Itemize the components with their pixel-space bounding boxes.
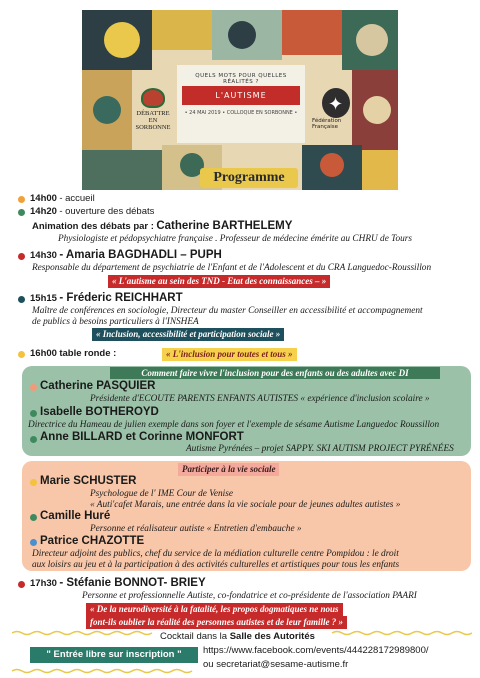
speaker-desc: Autisme Pyrénées – projet SAPPY. SKI AUTISM PROJECT PYRÉNÉES: [186, 444, 454, 454]
round-table-line: 16h00 table ronde :: [30, 348, 117, 359]
speaker-desc: aux loisirs au jeu et à la participation à des activités culturelles et artistiques pour tous les enfants: [32, 560, 400, 570]
bullet-dot: [18, 581, 25, 588]
bullet-dot: [30, 436, 37, 443]
social-life-header: Participer à la vie sociale: [178, 463, 279, 476]
bullet-dot: [18, 296, 25, 303]
closing-line: 17h30 - Stéfanie BONNOT- BRIEY: [30, 577, 206, 589]
free-entry-badge: " Entrée libre sur inscription ": [30, 647, 198, 663]
bullet-dot: [30, 479, 37, 486]
round-table-topic: « L'inclusion pour toutes et tous »: [162, 348, 297, 361]
speaker-desc: Psychologue de l' IME Cour de Venise: [90, 489, 233, 499]
debattre-sorbonne-logo: DÉBATTRE EN SORBONNE: [134, 88, 172, 131]
speaker-name: Catherine PASQUIER: [40, 380, 156, 392]
header-banner: [82, 10, 398, 190]
speaker-name: Marie SCHUSTER: [40, 475, 137, 487]
speaker-desc: « Auti'cafet Marais, une entrée dans la vie sociale pour de jeunes adultes autistes »: [90, 500, 401, 510]
speaker-desc: Directrice du Hameau de julien exemple dans son foyer et l'exemple de sésame Autisme Languedoc Roussillon: [28, 420, 440, 430]
speaker-desc: Présidente d'ECOUTE PARENTS ENFANTS AUTISTES « expérience d'inclusion scolaire »: [90, 394, 430, 404]
session-2-desc: de publics à besoins particuliers à l'INSHEA: [32, 317, 199, 327]
sesame-autisme-logo: ✦ Fédération Française: [308, 86, 354, 126]
crest-icon: [141, 88, 165, 108]
speaker-name: Patrice CHAZOTTE: [40, 535, 145, 547]
facebook-link[interactable]: https://www.facebook.com/events/444228172989800/: [203, 645, 429, 656]
speaker-name: Camille Huré: [40, 510, 111, 522]
bullet-dot: [30, 410, 37, 417]
closing-desc: Personne et professionnelle Autiste, co-fondatrice et co-présidente de l'association PAARI: [82, 591, 417, 601]
closing-topic: « De la neurodiversité à la fatalité, les propos dogmatiques ne nous: [86, 603, 343, 616]
speaker-name: Isabelle BOTHEROYD: [40, 406, 159, 418]
banner-title: L'AUTISME: [182, 86, 300, 105]
bullet-dot: [18, 209, 25, 216]
session-2-topic: « Inclusion, accessibilité et participation sociale »: [92, 328, 284, 341]
animation-line: Animation des débats par : Catherine BARTHELEMY: [32, 220, 293, 232]
session-1-desc: Responsable du département de psychiatrie de l'Enfant et de l'Adolescent et du CRA Languedoc-Roussillon: [32, 263, 432, 273]
inclusion-box-header: Comment faire vivre l'inclusion pour des enfants ou des adultes avec DI: [110, 367, 440, 379]
bullet-dot: [18, 253, 25, 260]
speaker-desc: Directeur adjoint des publics, chef du service de la médiation culturelle centre Pompidou : le droit: [32, 549, 399, 559]
animation-desc: Physiologiste et pédopsychiatre française . Professeur de médecine émérite au CHRU de Tours: [58, 234, 412, 244]
banner-date: • 24 MAI 2019 • COLLOQUE EN SORBONNE •: [184, 110, 298, 116]
bullet-dot: [18, 351, 25, 358]
cocktail-line: Cocktail dans la Salle des Autorités: [160, 631, 315, 642]
bullet-dot: [30, 514, 37, 521]
decorative-wave: [12, 668, 472, 674]
closing-topic: font-ils oublier la réalité des personnes autistes et de leur famille ? »: [86, 616, 347, 629]
accueil-line: 14h00 - accueil: [30, 193, 95, 204]
banner-question: QUELS MOTS POUR QUELLES RÉALITÉS ?: [195, 73, 287, 85]
speaker-name: Anne BILLARD et Corinne MONFORT: [40, 431, 244, 443]
program-label: Programme: [200, 168, 298, 188]
bullet-dot: [30, 539, 37, 546]
bullet-dot: [30, 384, 37, 391]
contact-email[interactable]: ou secretariat@sesame-autisme.fr: [203, 659, 349, 670]
ouverture-line: 14h20 - ouverture des débats: [30, 206, 155, 217]
session-1-topic: « L'autisme au sein des TND - Etat des connaissances – »: [108, 275, 330, 288]
speaker-desc: Personne et réalisateur autiste « Entretien d'embauche »: [90, 524, 302, 534]
session-2-line: 15h15 - Fréderic REICHHART: [30, 292, 183, 304]
bullet-dot: [18, 196, 25, 203]
figure-icon: ✦: [328, 94, 344, 115]
session-1-line: 14h30 - Amaria BAGDHADLI – PUPH: [30, 249, 222, 261]
session-2-desc: Maître de conférences en sociologie, Directeur du master Conseiller en accessibilité et accompagnement: [32, 306, 423, 316]
